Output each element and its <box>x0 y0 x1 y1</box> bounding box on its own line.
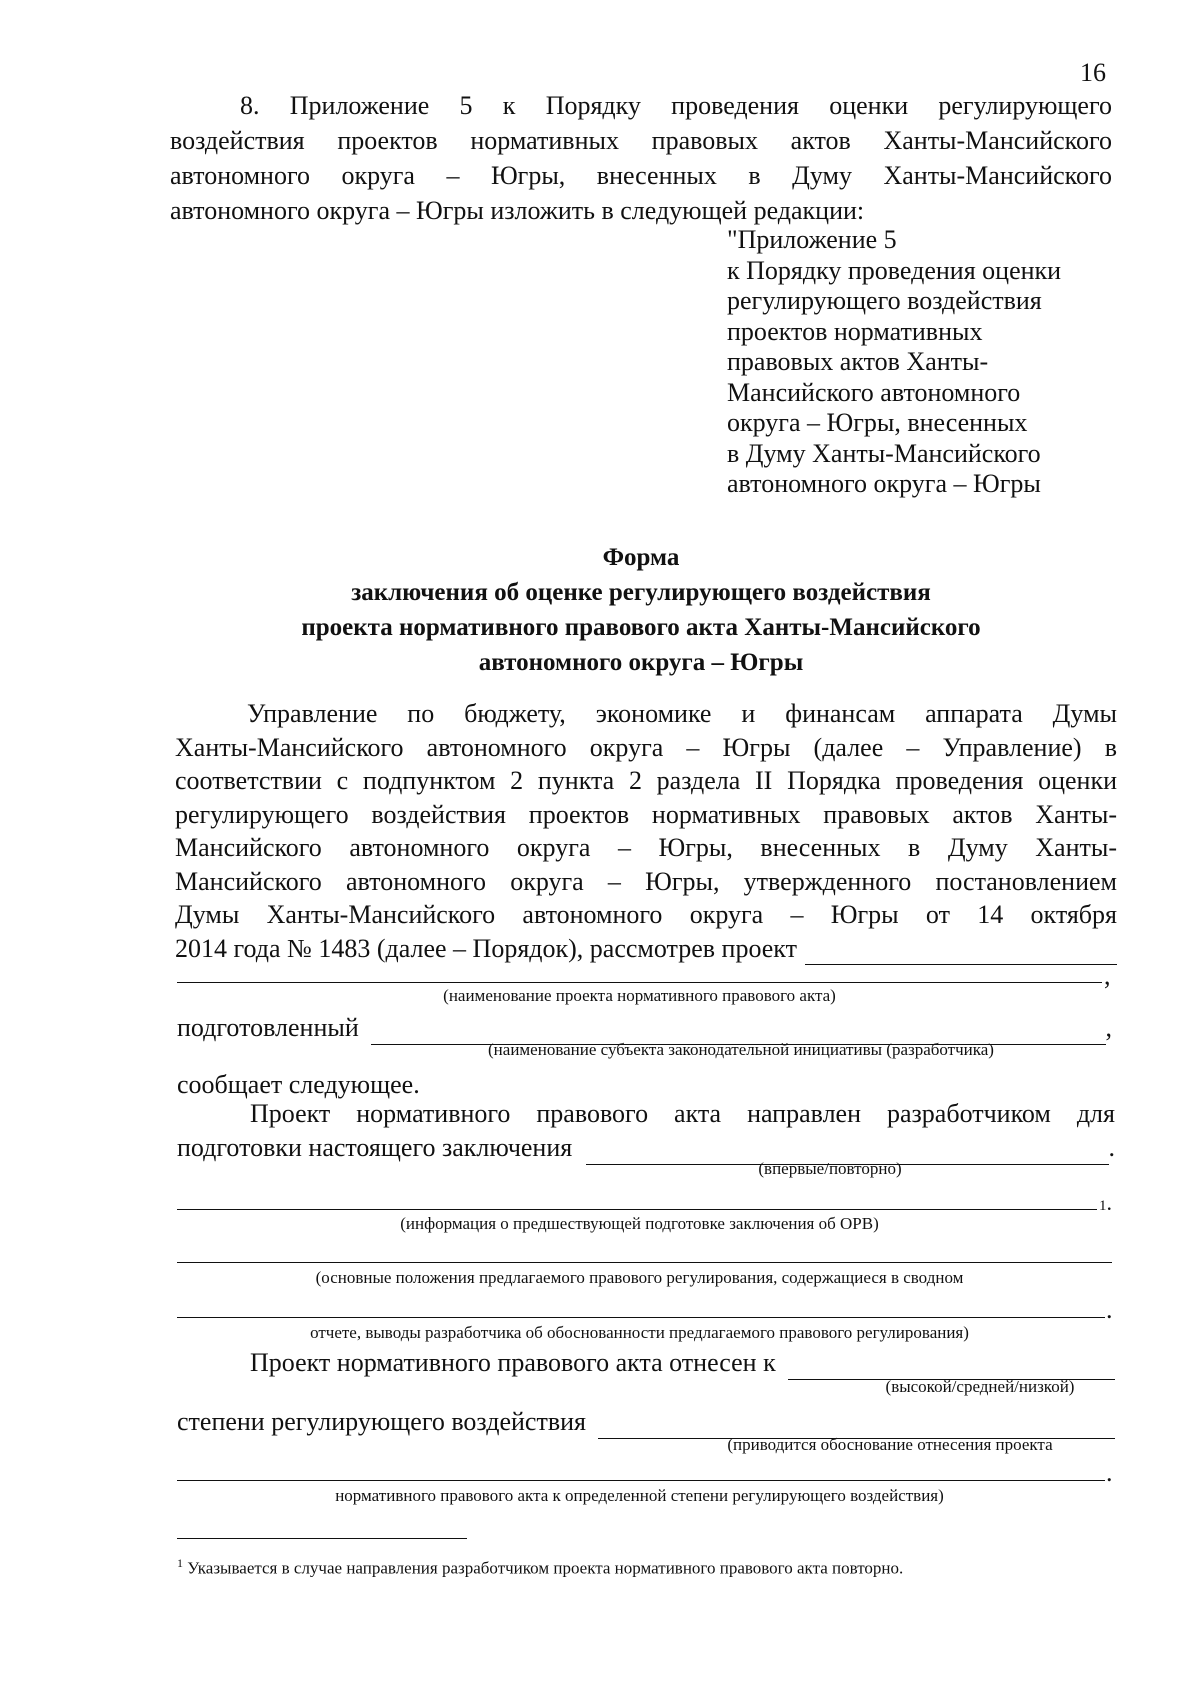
justification-line[interactable] <box>177 1480 1105 1481</box>
main-provisions-hint: (основные положения предлагаемого правового регулирования, содержащиеся в сводном <box>315 1268 964 1287</box>
footnote-ref: 1. <box>1099 1190 1112 1215</box>
sent-line-1: Проект нормативного правового акта направлен разработчиком для <box>250 1099 1115 1128</box>
intro-paragraph <box>175 697 1117 965</box>
comma: , <box>1105 1013 1112 1042</box>
form-title-line: Форма <box>602 544 680 571</box>
page-number: 16 <box>1080 58 1106 87</box>
form-title-line: заключения об оценке регулирующего воздействия <box>351 579 931 606</box>
reports-text: сообщает следующее. <box>177 1070 420 1099</box>
main-provisions-line[interactable] <box>177 1262 1112 1263</box>
appendix-line: к Порядку проведения оценки <box>727 255 1062 285</box>
intro-line: Мансийского автономного округа – Югры, утвержденного постановлением <box>175 866 1117 896</box>
intro-last-line: 2014 года № 1483 (далее – Порядок), рассмотрев проект <box>175 933 797 963</box>
period: . <box>1108 1133 1115 1162</box>
degree-label: степени регулирующего воздействия <box>177 1407 586 1436</box>
item8-line-1: 8. Приложение 5 к Порядку проведения оценки регулирующего <box>240 91 1112 120</box>
intro-line: Ханты-Мансийского автономного округа – Югры (далее – Управление) в <box>175 732 1117 762</box>
first-repeat-hint: (впервые/повторно) <box>758 1159 902 1178</box>
item8-line-2: воздействия проектов нормативных правовых актов Ханты-Мансийского <box>170 126 1112 155</box>
appendix-line: Мансийского автономного <box>727 377 1021 407</box>
intro-line: соответствии с подпунктом 2 пункта 2 раздела II Порядка проведения оценки <box>175 766 1117 795</box>
appendix-line: "Приложение 5 <box>727 225 897 254</box>
period: . <box>1106 1295 1113 1324</box>
report-conclusions-hint: отчете, выводы разработчика об обоснованности предлагаемого правового регулирования) <box>310 1323 969 1342</box>
footnote-separator <box>177 1538 467 1539</box>
intro-line: регулирующего воздействия проектов нормативных правовых актов Ханты- <box>175 799 1117 829</box>
level-hint: (высокой/средней/низкой) <box>885 1377 1075 1396</box>
developer-hint: (наименование субъекта законодательной инициативы (разработчика) <box>488 1040 994 1059</box>
prepared-label: подготовленный <box>177 1013 359 1042</box>
appendix-line: правовых актов Ханты- <box>727 347 989 376</box>
item8-line-3: автономного округа – Югры, внесенных в Думу Ханты-Мансийского <box>170 161 1112 190</box>
comma: , <box>1104 961 1111 990</box>
classified-label: Проект нормативного правового акта отнесен к <box>250 1348 776 1377</box>
classified-row <box>250 1345 1115 1380</box>
sent-line-2: подготовки настоящего заключения <box>177 1133 573 1162</box>
appendix-line: в Думу Ханты-Мансийского <box>727 438 1041 468</box>
form-title-line: автономного округа – Югры <box>478 649 804 676</box>
intro-line: Думы Ханты-Мансийского автономного округа – Югры от 14 октября <box>175 900 1117 929</box>
appendix-line: округа – Югры, внесенных <box>727 408 1028 437</box>
project-name-line[interactable] <box>177 982 1102 983</box>
prior-info-hint: (информация о предшествующей подготовке заключения об ОРВ) <box>400 1214 879 1233</box>
justification-hint-2: нормативного правового акта к определенной степени регулирующего воздействия) <box>335 1486 944 1505</box>
footnote <box>177 1552 1102 1580</box>
period: . <box>1106 1458 1113 1487</box>
intro-last-row <box>175 932 1117 966</box>
form-title-line: проекта нормативного правового акта Ханты-Мансийского <box>301 614 981 641</box>
justification-hint: (приводится обоснование отнесения проекта <box>727 1435 1053 1454</box>
prior-info-line[interactable] <box>177 1209 1097 1210</box>
form-title <box>170 540 1112 680</box>
appendix-line: автономного округа – Югры <box>727 469 1041 498</box>
project-name-hint: (наименование проекта нормативного правового акта) <box>443 986 836 1005</box>
appendix-line: регулирующего воздействия <box>727 286 1042 315</box>
project-name-blank[interactable] <box>805 938 1117 965</box>
footnote-mark: 1 <box>177 1556 183 1570</box>
item8-paragraph <box>170 88 1112 228</box>
item8-line-4: автономного округа – Югры изложить в следующей редакции: <box>170 196 865 225</box>
intro-line: Управление по бюджету, экономике и финансам аппарата Думы <box>247 699 1117 728</box>
intro-line: Мансийского автономного округа – Югры, внесенных в Думу Ханты- <box>175 833 1117 862</box>
appendix-block <box>727 225 1127 500</box>
appendix-line: проектов нормативных <box>727 316 983 346</box>
report-conclusions-line[interactable] <box>177 1317 1105 1318</box>
footnote-text: Указывается в случае направления разработчиком проекта нормативного правового акта повторно. <box>187 1558 904 1578</box>
sent-row-2 <box>177 1130 1115 1165</box>
